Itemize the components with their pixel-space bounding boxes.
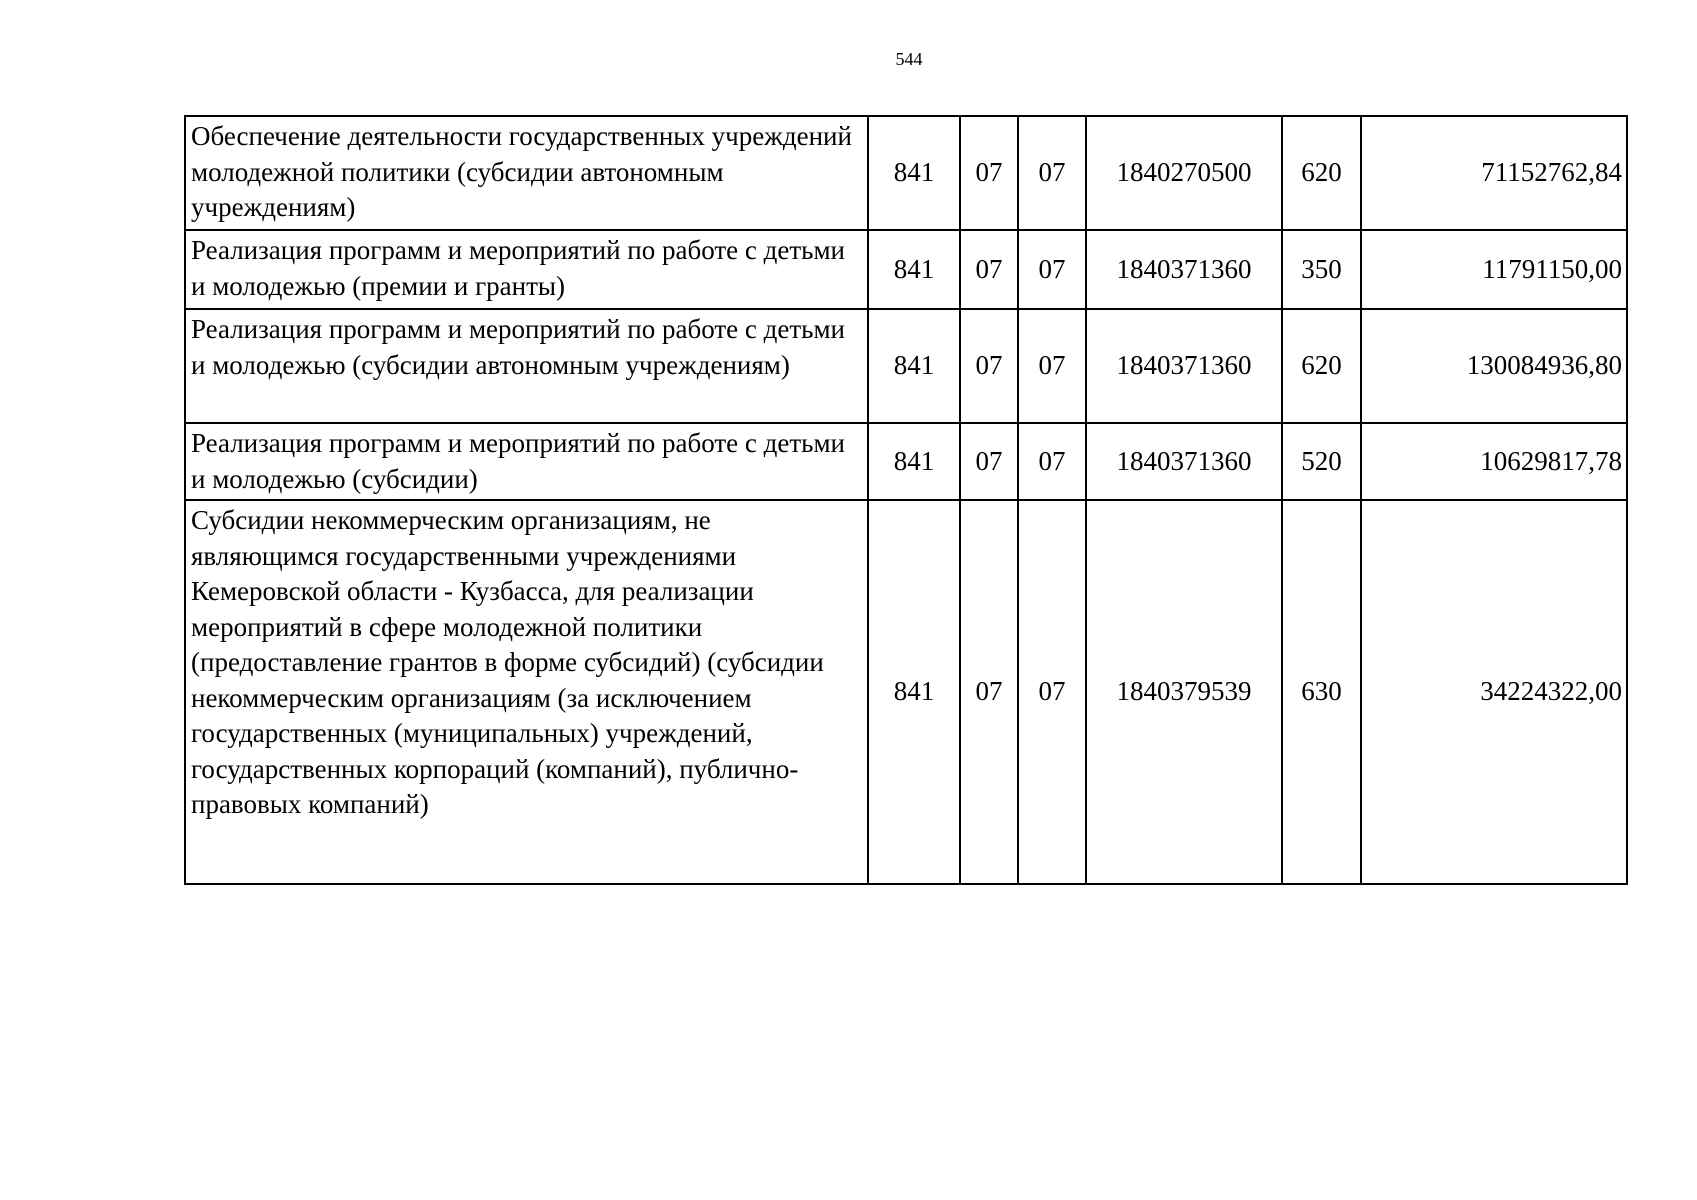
row-ved: 841 (868, 309, 960, 423)
table-row (185, 116, 1627, 230)
row-vr: 350 (1282, 230, 1361, 309)
row-vr: 620 (1282, 116, 1361, 230)
row-csr: 1840270500 (1086, 116, 1282, 230)
row-rz: 07 (960, 500, 1018, 884)
row-ved: 841 (868, 500, 960, 884)
row-vr: 630 (1282, 500, 1361, 884)
row-vr: 620 (1282, 309, 1361, 423)
row-description: Реализация программ и мероприятий по работе с детьми и молодежью (премии и гранты) (185, 230, 868, 309)
row-csr: 1840371360 (1086, 423, 1282, 500)
row-amount: 71152762,84 (1361, 116, 1627, 230)
row-ved: 841 (868, 116, 960, 230)
row-pr: 07 (1018, 230, 1086, 309)
table-row (185, 500, 1627, 884)
row-csr: 1840371360 (1086, 309, 1282, 423)
row-pr: 07 (1018, 423, 1086, 500)
row-amount: 34224322,00 (1361, 500, 1627, 884)
table-row (185, 423, 1627, 500)
row-rz: 07 (960, 116, 1018, 230)
row-pr: 07 (1018, 309, 1086, 423)
budget-table (184, 115, 1628, 885)
row-vr: 520 (1282, 423, 1361, 500)
row-csr: 1840371360 (1086, 230, 1282, 309)
row-ved: 841 (868, 230, 960, 309)
row-csr: 1840379539 (1086, 500, 1282, 884)
row-description: Реализация программ и мероприятий по работе с детьми и молодежью (субсидии автономным учреждениям) (185, 309, 868, 423)
page-number: 544 (895, 49, 923, 69)
row-amount: 10629817,78 (1361, 423, 1627, 500)
row-amount: 130084936,80 (1361, 309, 1627, 423)
row-description: Обеспечение деятельности государственных учреждений молодежной политики (субсидии автономным учреждениям) (185, 116, 868, 230)
row-rz: 07 (960, 423, 1018, 500)
row-pr: 07 (1018, 116, 1086, 230)
row-pr: 07 (1018, 500, 1086, 884)
row-rz: 07 (960, 309, 1018, 423)
row-description: Реализация программ и мероприятий по работе с детьми и молодежью (субсидии) (185, 423, 868, 500)
row-description: Субсидии некоммерческим организациям, не являющимся государственными учреждениями Кемеровской области - Кузбасса, для реализации мероприятий в сфере молодежной политики (предоставление грантов в форме субсидий) (субсидии некоммерческим организациям (за исключением государственных (муниципальных) учреждений, государственных корпораций (компаний), публично-правовых компаний) (185, 500, 868, 884)
table-row (185, 309, 1627, 423)
row-ved: 841 (868, 423, 960, 500)
row-amount: 11791150,00 (1361, 230, 1627, 309)
row-rz: 07 (960, 230, 1018, 309)
table-row (185, 230, 1627, 309)
